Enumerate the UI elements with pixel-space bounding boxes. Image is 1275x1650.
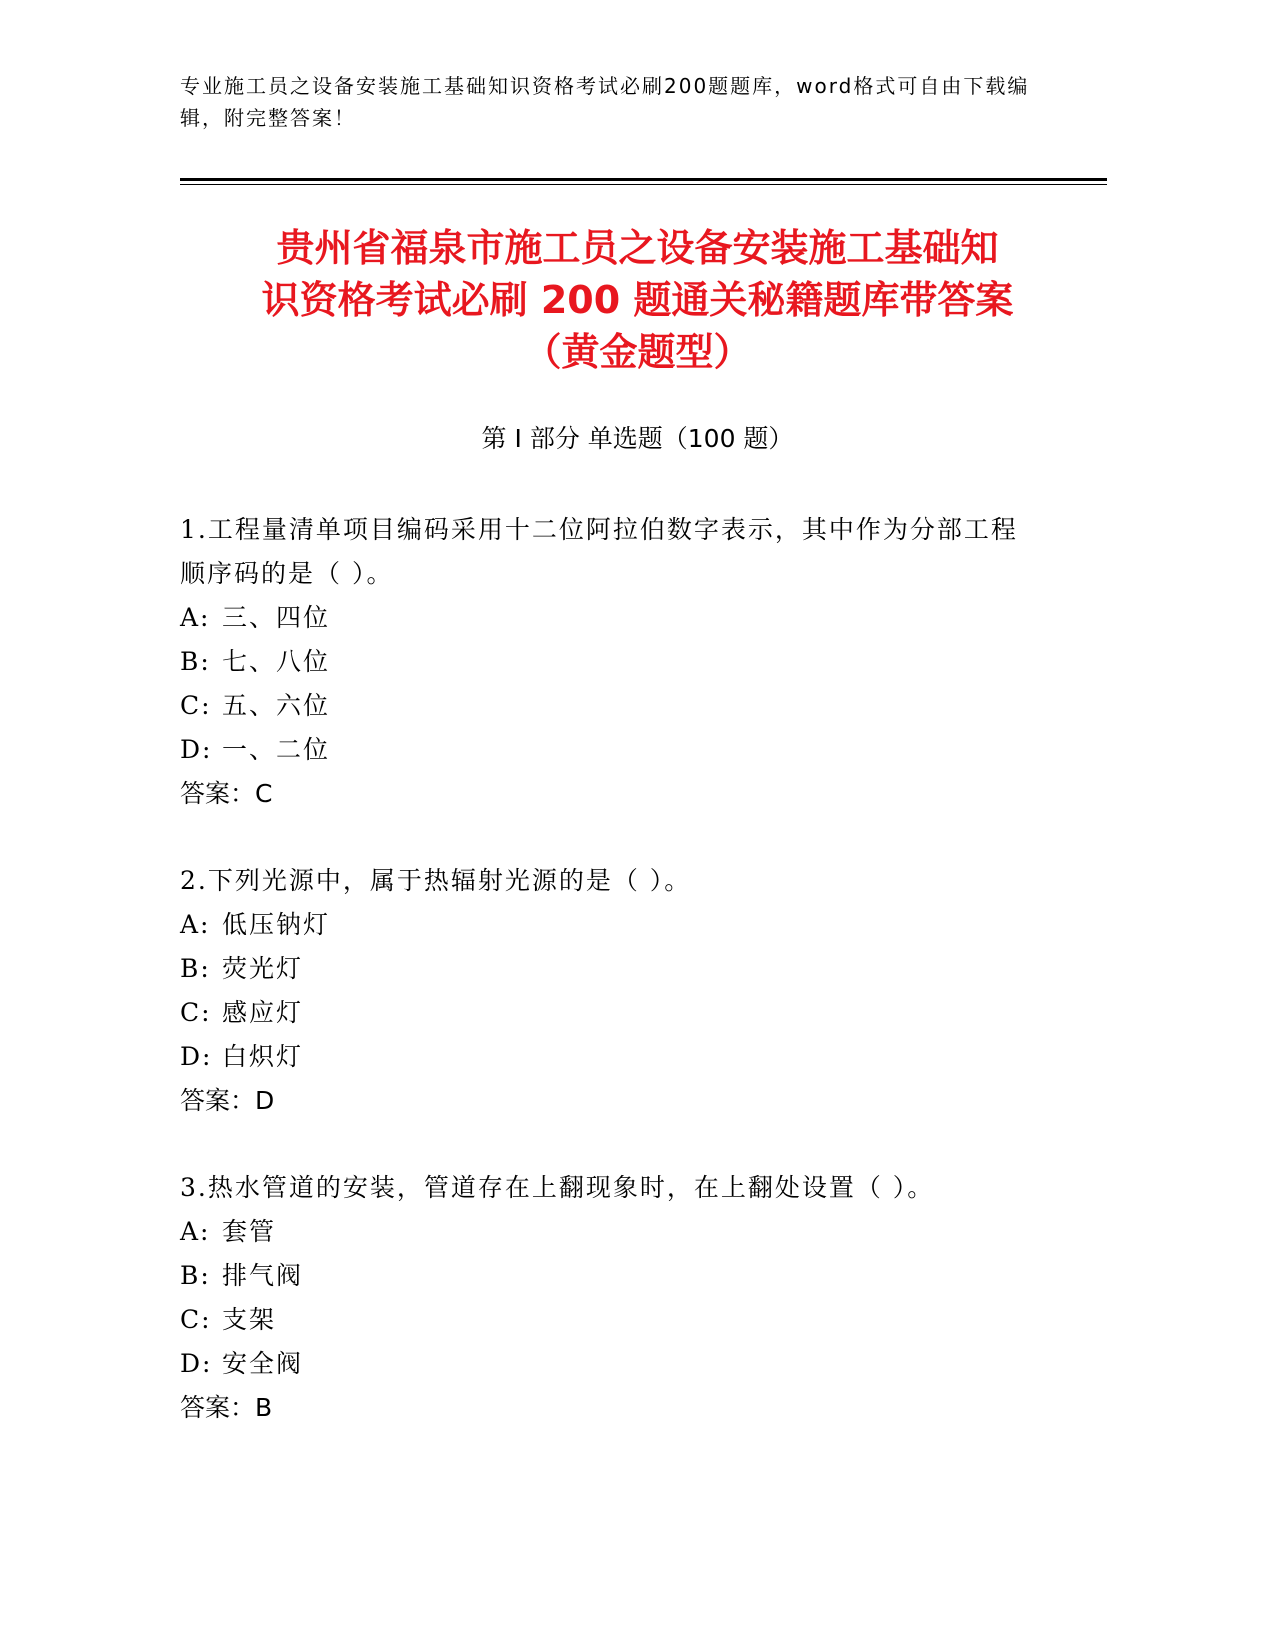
document-title-line-3: （黄金题型）	[523, 330, 752, 374]
answer-line: 答案：D	[180, 1086, 275, 1115]
page-header-text: 专业施工员之设备安装施工基础知识资格考试必刷200题题库，word格式可自由下载编辑，附完整答案！	[180, 74, 1030, 130]
option-text: 感应灯	[222, 998, 304, 1027]
answer-line: 答案：B	[180, 1393, 273, 1422]
option-text: 低压钠灯	[222, 910, 331, 939]
document-title-line-1: 贵州省福泉市施工员之设备安装施工基础知	[276, 226, 999, 270]
option-text: 荧光灯	[222, 954, 304, 983]
option-d	[180, 1035, 1040, 1079]
option-b	[180, 947, 1040, 991]
option-letter: D:	[180, 735, 213, 764]
option-letter: A:	[180, 1217, 211, 1246]
answer-line: 答案：C	[180, 779, 273, 808]
option-text: 支架	[222, 1305, 277, 1334]
option-text: 白炽灯	[222, 1042, 304, 1071]
option-text: 五、六位	[222, 691, 331, 720]
question-1	[180, 508, 1040, 816]
option-b	[180, 640, 1040, 684]
question-stem: 3.热水管道的安装，管道存在上翻现象时，在上翻处设置（ ）。	[180, 1173, 935, 1202]
question-2	[180, 859, 1040, 1123]
option-text: 套管	[222, 1217, 277, 1246]
option-letter: C:	[180, 691, 212, 720]
document-title	[150, 222, 1125, 378]
option-a	[180, 903, 1040, 947]
option-letter: B:	[180, 647, 211, 676]
option-letter: A:	[180, 910, 211, 939]
option-c	[180, 1298, 1040, 1342]
option-letter: C:	[180, 998, 212, 1027]
question-list	[180, 508, 1040, 1473]
option-letter: A:	[180, 603, 211, 632]
option-a	[180, 1210, 1040, 1254]
option-text: 一、二位	[222, 735, 331, 764]
option-d	[180, 728, 1040, 772]
option-c	[180, 991, 1040, 1035]
option-d	[180, 1342, 1040, 1386]
option-b	[180, 1254, 1040, 1298]
question-3	[180, 1166, 1040, 1430]
option-a	[180, 596, 1040, 640]
question-stem: 1.工程量清单项目编码采用十二位阿拉伯数字表示，其中作为分部工程顺序码的是（ ）。	[180, 515, 1018, 588]
section-title: 第 I 部分 单选题（100 题）	[481, 424, 794, 453]
option-letter: D:	[180, 1349, 213, 1378]
option-text: 排气阀	[222, 1261, 304, 1290]
option-letter: D:	[180, 1042, 213, 1071]
option-text: 七、八位	[222, 647, 331, 676]
option-letter: C:	[180, 1305, 212, 1334]
header-divider	[180, 178, 1107, 185]
question-stem: 2.下列光源中，属于热辐射光源的是（ ）。	[180, 866, 692, 895]
option-letter: B:	[180, 1261, 211, 1290]
option-c	[180, 684, 1040, 728]
option-text: 安全阀	[222, 1349, 304, 1378]
document-title-line-2: 识资格考试必刷 200 题通关秘籍题库带答案	[261, 278, 1014, 322]
option-text: 三、四位	[222, 603, 331, 632]
option-letter: B:	[180, 954, 211, 983]
